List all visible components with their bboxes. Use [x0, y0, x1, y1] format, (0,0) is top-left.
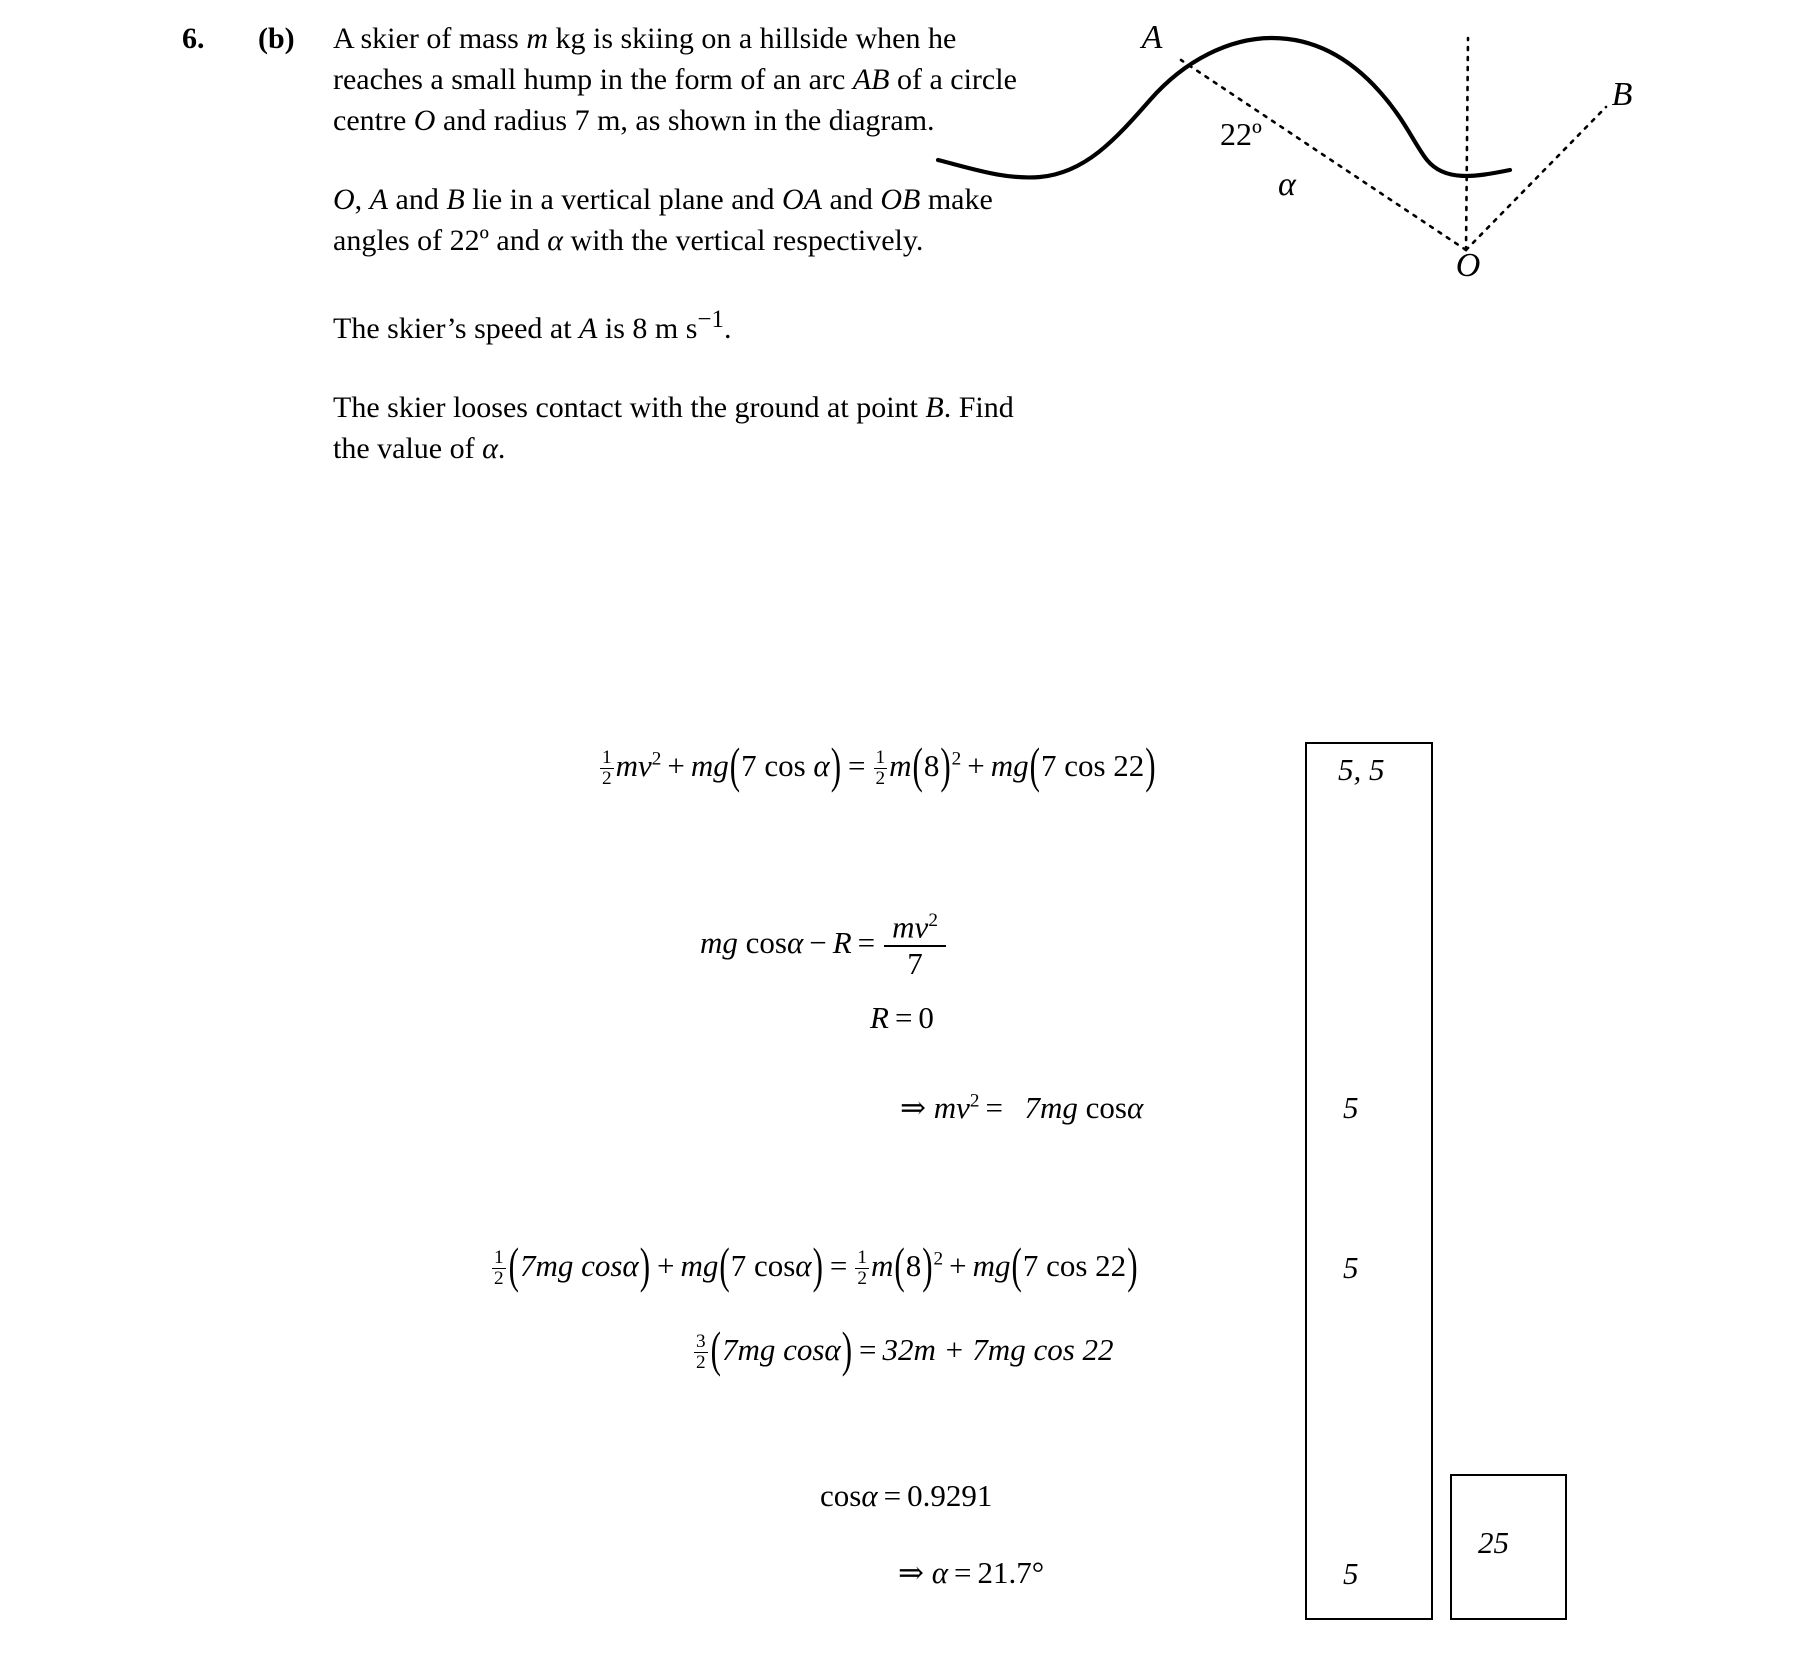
exponent: 2: [933, 1248, 944, 1270]
diagram-angle-alpha: α: [1278, 166, 1296, 203]
question-paragraph-3: The skier’s speed at A is 8 m $s^{-1}$.: [333, 306, 732, 345]
reaction-symbol: R: [832, 925, 852, 960]
question-paragraph-1: A skier of mass m kg is skiing on a hillside when he reaches a small hump in the form of an arc AB of a circle centre O and radius 7 m, as shown in the diagram.: [333, 22, 1017, 137]
mass-symbol: m: [871, 1248, 894, 1283]
zero-value: 0: [918, 1000, 934, 1035]
open-paren: (: [1029, 737, 1040, 794]
velocity-symbol: v: [956, 1090, 970, 1125]
marks-column-box: [1305, 742, 1433, 1620]
alpha-symbol: α: [824, 1332, 841, 1367]
mark-value-2: 5: [1343, 1090, 1359, 1125]
open-paren: (: [894, 1237, 905, 1294]
exponent: 2: [651, 748, 662, 770]
open-paren: (: [1011, 1237, 1022, 1294]
inner-expression: 7mg cos: [519, 1248, 623, 1283]
open-paren: (: [508, 1237, 519, 1294]
speed-value: 8: [923, 748, 940, 783]
inner-expression: 7mg cos: [721, 1332, 825, 1367]
total-mark-value: 25: [1478, 1525, 1509, 1560]
equation-line-4: [900, 1090, 1143, 1126]
close-paren: ): [812, 1237, 823, 1294]
exponent: 2: [969, 1090, 980, 1112]
speed-value: 8: [905, 1248, 922, 1283]
question-paragraph-4: The skier looses contact with the ground at point B. Find the value of α.: [333, 391, 1014, 465]
equation-line-1: [598, 737, 1157, 794]
velocity-symbol: v: [638, 748, 652, 783]
question-part-label: (b): [258, 22, 295, 55]
mark-value-3: 5: [1343, 1250, 1359, 1285]
alpha-symbol: α: [931, 1555, 949, 1590]
equals-operator: =: [985, 1090, 1003, 1125]
close-paren: ): [922, 1237, 933, 1294]
question-number: 6.: [182, 22, 205, 55]
equals-operator: =: [829, 1248, 848, 1283]
alpha-symbol: α: [622, 1248, 639, 1283]
diagram-label-B: B: [1611, 76, 1633, 113]
cos-argument: 7 cos 22: [1040, 748, 1145, 783]
equals-operator: =: [859, 1332, 877, 1367]
close-paren: ): [830, 737, 842, 794]
close-paren: ): [1127, 1237, 1138, 1294]
alpha-symbol: α: [786, 925, 804, 960]
hill-diagram: [900, 0, 1818, 290]
open-paren: (: [719, 1237, 730, 1294]
plus-operator: +: [667, 748, 685, 783]
plus-operator: +: [967, 748, 985, 783]
close-paren: ): [940, 737, 951, 794]
equals-operator: =: [954, 1555, 972, 1590]
mg-term: mg: [972, 1248, 1011, 1283]
open-paren: (: [729, 737, 741, 794]
half-fraction-rhs: $\frac{1}{2}$: [875, 747, 886, 790]
cos-argument: 7 cos: [730, 1248, 796, 1283]
reaction-symbol: R: [870, 1000, 889, 1035]
hillside-curve: [938, 38, 1510, 177]
equation-line-5: [490, 1237, 1139, 1294]
coefficient: 7: [1024, 1090, 1040, 1125]
close-paren: ): [841, 1321, 853, 1378]
diagram-angle-22: 22º: [1220, 116, 1262, 152]
equals-operator: =: [848, 748, 866, 783]
equation-line-7: [820, 1478, 992, 1514]
close-paren: ): [639, 1237, 651, 1294]
fraction-denominator: 7: [884, 945, 946, 982]
equation-line-8: [898, 1555, 1044, 1591]
right-hand-side: 32m + 7mg cos 22: [882, 1332, 1114, 1367]
equation-line-2: [700, 910, 949, 982]
mark-value-1: 5, 5: [1338, 752, 1385, 787]
equation-line-6: [692, 1321, 1114, 1378]
mass-symbol: m: [933, 1090, 957, 1125]
mg-term: mg: [680, 1248, 719, 1283]
question-paragraph-2: O, A and B lie in a vertical plane and OA and OB make angles of 22º and α with the vertical respectively.: [333, 183, 993, 257]
cos-argument: 7 cos 22: [1022, 1248, 1127, 1283]
half-fraction: $\frac{1}{2}$: [602, 747, 612, 790]
three-halves-fraction: $\frac{3}{2}$: [696, 1331, 706, 1374]
mg-term: mg: [1039, 1090, 1078, 1125]
cos-alpha-value: 0.9291: [907, 1478, 993, 1513]
equals-operator: =: [883, 1478, 902, 1513]
diagram-label-A: A: [1141, 19, 1163, 56]
half-fraction-rhs: $\frac{1}{2}$: [857, 1247, 867, 1290]
mg-term: mg: [990, 748, 1029, 783]
mass-symbol: m: [615, 748, 638, 783]
cos-function: cos: [745, 925, 787, 960]
vertical-line-O-apex: [1466, 38, 1468, 250]
cos-function: cos: [820, 1478, 862, 1513]
mg-term: mg: [690, 748, 729, 783]
hill-diagram-svg: [900, 0, 1818, 290]
equals-operator: =: [894, 1000, 913, 1035]
cos-argument: 7 cos: [741, 748, 806, 783]
exponent: 2: [951, 748, 962, 770]
minus-operator: −: [809, 925, 827, 960]
equation-line-3: [870, 1000, 934, 1036]
paragraph-spacer: [333, 349, 1033, 387]
radius-line-OB: [1466, 107, 1606, 250]
plus-operator: +: [657, 1248, 675, 1283]
mark-value-4: 5: [1343, 1556, 1359, 1591]
mass-symbol-rhs: m: [889, 748, 912, 783]
alpha-symbol: α: [861, 1478, 878, 1513]
equals-operator: =: [857, 925, 876, 960]
mv2-over-7-fraction: [884, 910, 946, 982]
alpha-answer-value: 21.7°: [977, 1555, 1045, 1590]
cos-function: cos: [1085, 1090, 1127, 1125]
open-paren: (: [912, 737, 923, 794]
mg-term: mg: [700, 925, 738, 960]
implies-arrow: ⇒: [898, 1555, 924, 1590]
diagram-label-O: O: [1455, 247, 1481, 284]
alpha-symbol: α: [1126, 1090, 1144, 1125]
open-paren: (: [710, 1321, 721, 1378]
alpha-symbol: α: [813, 748, 830, 783]
fraction-numerator: $mv^2$: [892, 909, 938, 945]
close-paren: ): [1145, 737, 1156, 794]
alpha-symbol: α: [795, 1248, 812, 1283]
plus-operator: +: [949, 1248, 967, 1283]
implies-arrow: ⇒: [900, 1090, 926, 1125]
half-fraction: $\frac{1}{2}$: [494, 1247, 504, 1290]
